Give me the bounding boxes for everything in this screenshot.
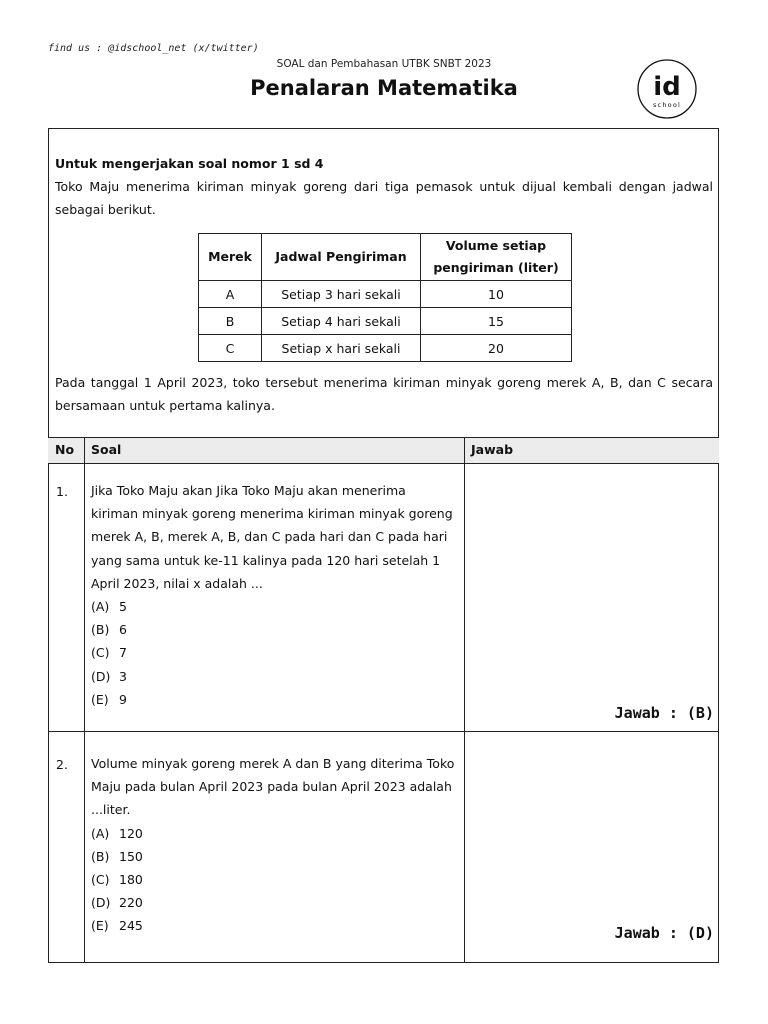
column-divider <box>84 437 85 963</box>
option-c: (C) 180 <box>91 872 143 888</box>
table-row <box>199 308 572 335</box>
option-a: (A) 5 <box>91 599 127 615</box>
find-us-text: find us : @idschool_net (x/twitter) <box>48 43 259 54</box>
note-paragraph: Pada tanggal 1 April 2023, toko tersebut menerima kiriman minyak goreng merek A, B, dan C secara bersamaan untuk pertama kalinya. <box>55 375 713 413</box>
table-cell: B <box>199 308 262 335</box>
table-cell: C <box>199 335 262 362</box>
row-divider <box>48 731 719 732</box>
header-no: No <box>55 442 75 457</box>
header-jawab: Jawab <box>471 442 514 457</box>
table-cell: Setiap 4 hari sekali <box>262 308 421 335</box>
table-cell: 10 <box>421 281 572 308</box>
answer-label: Jawab : (B) <box>614 704 714 722</box>
schedule-header-jadwal: Jadwal Pengiriman <box>262 234 421 281</box>
option-b: (B) 6 <box>91 622 127 638</box>
question-2 <box>91 752 456 938</box>
column-divider <box>464 437 465 963</box>
question-table-header <box>48 437 719 464</box>
table-cell: 20 <box>421 335 572 362</box>
table-row <box>199 281 572 308</box>
document-subtitle: SOAL dan Pembahasan UTBK SNBT 2023 <box>276 58 492 70</box>
table-row <box>199 335 572 362</box>
option-e: (E) 245 <box>91 918 143 934</box>
option-b: (B) 150 <box>91 848 143 864</box>
document-title: Penalaran Matematika <box>250 76 518 100</box>
option-c: (C) 7 <box>91 645 127 661</box>
table-cell: Setiap x hari sekali <box>262 335 421 362</box>
option-a: (A) 120 <box>91 825 143 841</box>
question-number: 2. <box>56 757 68 772</box>
schedule-header-merek: Merek <box>199 234 262 281</box>
option-d: (D) 3 <box>91 668 127 684</box>
option-e: (E) 9 <box>91 691 127 707</box>
header-soal: Soal <box>91 442 122 457</box>
question-text: Jika Toko Maju akan Jika Toko Maju akan menerima kiriman minyak goreng menerima kiriman minyak goreng merek A, B, merek A, B, dan C pada hari dan C pada hari yang sama untuk ke-11 kalinya pada 120 hari setelah 1 April 2023, nilai x adalah ... <box>91 483 453 591</box>
table-cell: Setiap 3 hari sekali <box>262 281 421 308</box>
intro-heading: Untuk mengerjakan soal nomor 1 sd 4 <box>55 156 324 171</box>
logo-mark: id <box>653 72 681 102</box>
table-cell: 15 <box>421 308 572 335</box>
intro-paragraph: Toko Maju menerima kiriman minyak goreng dari tiga pemasok untuk dijual kembali dengan jadwal sebagai berikut. <box>55 179 713 217</box>
question-text: Volume minyak goreng merek A dan B yang diterima Toko Maju pada bulan April 2023 pada bulan April 2023 adalah ...liter. <box>91 756 455 818</box>
answer-label: Jawab : (D) <box>614 924 714 942</box>
idschool-logo <box>637 59 697 119</box>
logo-subtext: school <box>652 101 682 109</box>
schedule-header-volume: Volume setiap pengiriman (liter) <box>421 234 572 281</box>
question-number: 1. <box>56 484 68 499</box>
intro-section <box>55 152 713 221</box>
schedule-header-row <box>199 234 572 281</box>
table-cell: A <box>199 281 262 308</box>
schedule-table <box>198 233 572 362</box>
question-1 <box>91 479 456 711</box>
option-d: (D) 220 <box>91 895 143 911</box>
